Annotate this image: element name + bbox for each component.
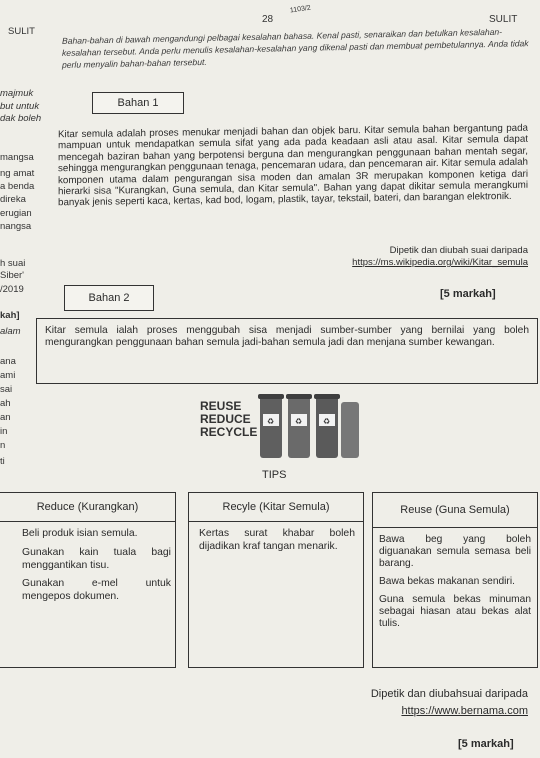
bahan2-box <box>36 318 538 384</box>
svg-text:♻: ♻ <box>323 417 331 426</box>
recycling-bins-image <box>198 392 360 462</box>
margin-fragment: ami <box>0 370 16 381</box>
margin-fragment: ah <box>0 398 11 409</box>
margin-fragment: alam <box>0 326 21 337</box>
column-reuse-title: Reuse (Guna Semula) <box>373 493 537 528</box>
margin-fragment: dak boleh <box>0 113 42 124</box>
column-reuse <box>372 492 538 668</box>
column-reduce <box>0 492 176 668</box>
column-item: Kertas surat khabar boleh dijadikan kraf tangan menarik. <box>199 528 355 552</box>
column-reduce-title: Reduce (Kurangkan) <box>0 493 175 522</box>
margin-fragment: a benda <box>0 181 35 192</box>
reuse-word: REUSE <box>200 399 242 413</box>
bahan1-marks: [5 markah] <box>440 288 496 300</box>
paper-code: 1103/2 <box>289 4 312 15</box>
column-item: Beli produk isian semula. <box>22 528 138 539</box>
margin-fragment: but untuk <box>0 101 40 112</box>
margin-fragment: direka <box>0 194 26 205</box>
margin-fragment: ana <box>0 356 16 367</box>
margin-fragment: erugian <box>0 208 32 219</box>
recycle-word: RECYCLE <box>200 425 258 439</box>
bahan1-label: Bahan 1 <box>92 92 184 114</box>
margin-fragment: an <box>0 412 11 423</box>
margin-fragment: n <box>0 440 6 451</box>
column-recycle-title: Recyle (Kitar Semula) <box>189 493 363 522</box>
reduce-word: REDUCE <box>200 412 251 426</box>
column-item: Gunakan e-mel untuk mengepos dokumen. <box>22 578 171 603</box>
margin-fragment: ng amat <box>0 168 35 179</box>
bahan1-source-url: https://ms.wikipedia.org/wiki/Kitar_semula <box>352 257 528 268</box>
margin-fragment: Siber' <box>0 270 24 281</box>
margin-fragment: kah] <box>0 310 20 321</box>
margin-fragment: sai <box>0 384 13 395</box>
page-number: 28 <box>262 14 274 25</box>
margin-fragment: mangsa <box>0 152 34 163</box>
bahan2-source-line: Dipetik dan diubahsuai daripada <box>370 688 528 700</box>
margin-fragment: /2019 <box>0 284 24 295</box>
sulit-label-right: SULIT <box>489 14 518 25</box>
column-item: Bawa beg yang boleh diguanakan semula semasa beli barang. <box>379 534 531 569</box>
column-item: Gunakan kain tuala bagi menggantikan tisu. <box>22 546 171 571</box>
tips-label: TIPS <box>262 469 287 481</box>
bahan2-marks: [5 markah] <box>458 738 514 750</box>
bahan2-source-url: https://www.bernama.com <box>401 705 528 717</box>
recycle-symbol-icon <box>263 414 335 426</box>
margin-fragment: majmuk <box>0 88 34 99</box>
margin-fragment: in <box>0 426 8 437</box>
column-recycle <box>188 492 364 668</box>
sulit-label-left: SULIT <box>8 26 35 37</box>
column-item: Bawa bekas makanan sendiri. <box>379 576 515 587</box>
bahan1-source-line: Dipetik dan diubah suai daripada <box>389 245 528 256</box>
bahan1-text: Kitar semula adalah proses menukar menjadi bahan dan objek baru. Kitar semula bahan bergantung pada mampuan untuk mendapatkan semula sifat yang ada pada keadaan asli atau asal. Kitar semula dapat mencegah baziran bahan yang berpotensi berguna dan mengurangkan penggunaan bahan mentah segar, sehingga mengurangkan penggunaan tenaga, pencemaran udara, dan pencemaran air. Kitar semula adalah komponen utama dalam pengurangan sisa moden dan amalan 3R merupakan komponen ketiga dari hierarki sisa "Kurangkan, Guna semula, dan Kitar semula". Bahan yang dapat dikitar semula merangkumi banyak jenis seperti kaca, kertas, kad bod, logam, plastik, tayar, tekstail, bateri, dan barangan elektronik. <box>58 122 528 209</box>
column-item: Guna semula bekas minuman sebagai hiasan atau bekas alat tulis. <box>379 594 531 629</box>
svg-text:♻: ♻ <box>267 417 275 426</box>
instructions: Bahan-bahan di bawah mengandungi pelbagai kesalahan bahasa. Kenal pasti, senaraikan dan betulkan kesalahan-kesalahan tersebut. Anda perlu menulis kesalahan-kesalahan yang dikenal pasti dan membuat pembetulannya. Anda tidak perlu menyalin bahan-bahan tersebut. <box>62 26 529 70</box>
margin-fragment: ti <box>0 456 5 467</box>
margin-fragment: h suai <box>0 258 26 269</box>
bahan2-label: Bahan 2 <box>64 285 154 311</box>
margin-fragment: nangsa <box>0 221 32 232</box>
bahan2-text: Kitar semula ialah proses menggubah sisa menjadi sumber-sumber yang bernilai yang boleh mengurangkan penggunaan bahan semula jadi-bahan semula jadi dan menjana sumber kewangan. <box>45 325 529 348</box>
svg-text:♻: ♻ <box>295 417 303 426</box>
